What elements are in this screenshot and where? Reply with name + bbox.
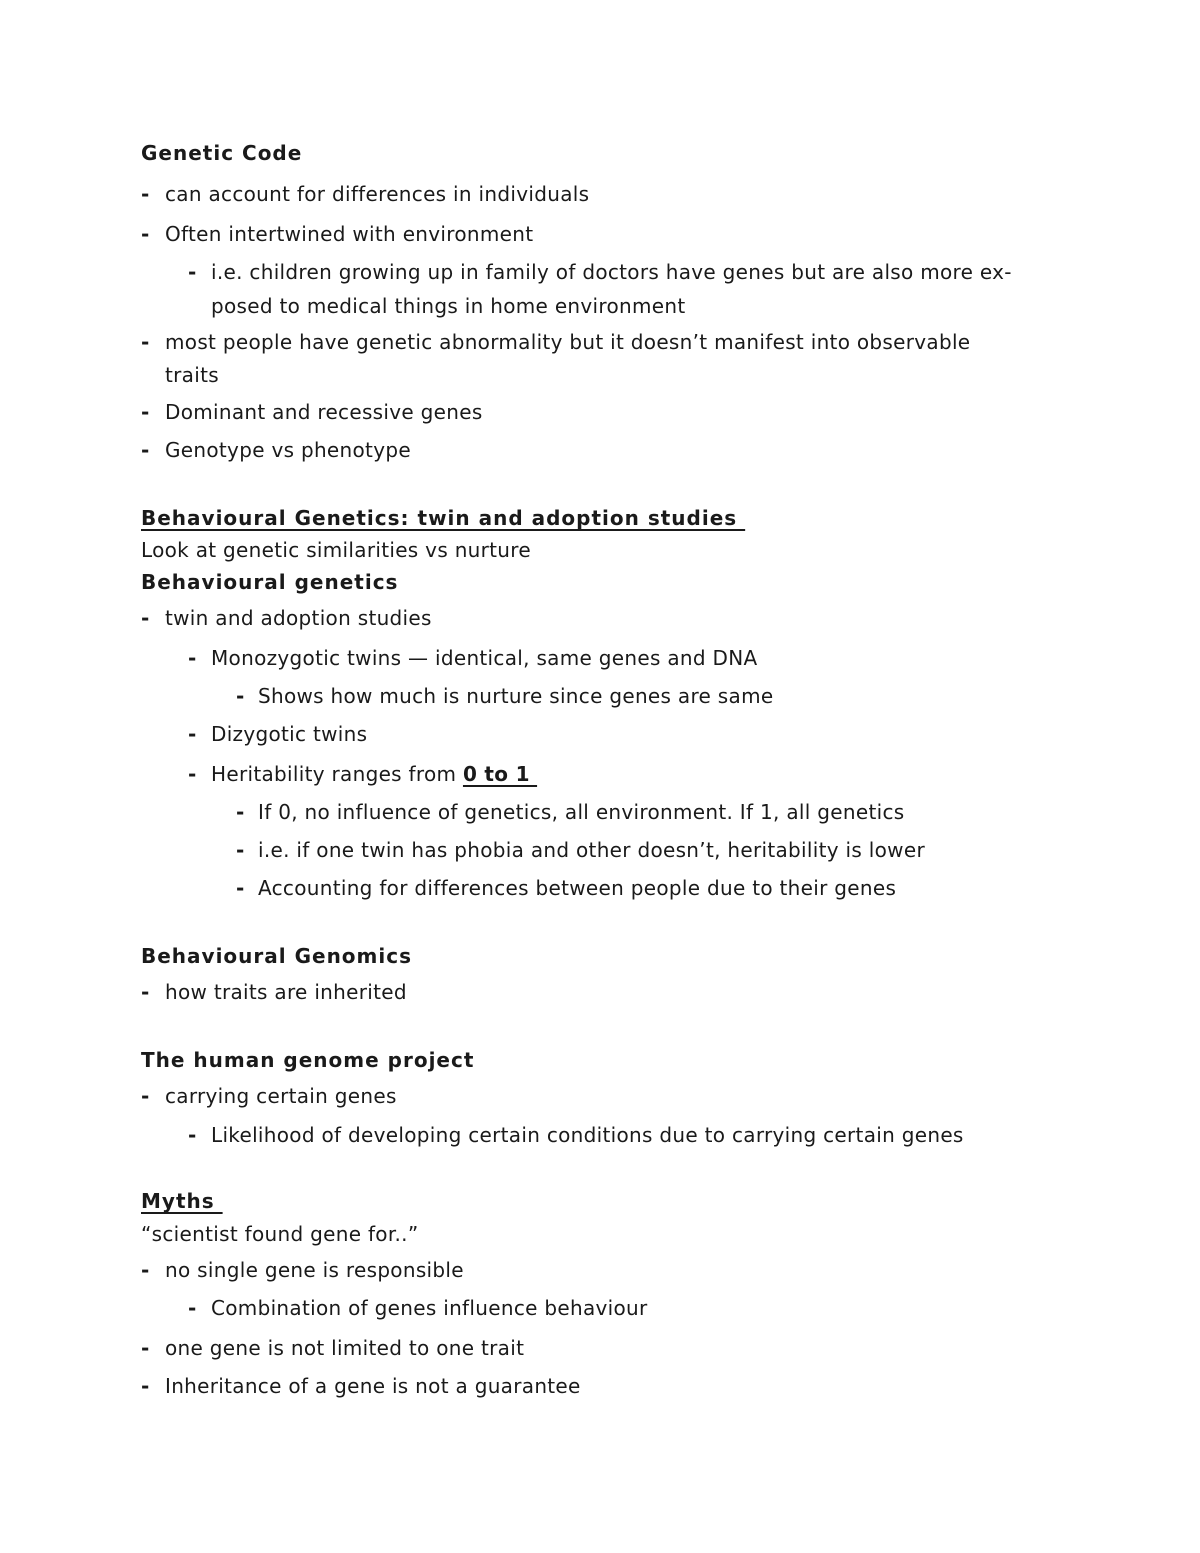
list-item: Monozygotic twins — identical, same genes and DNA [211,646,758,670]
bullet-dash: - [236,838,245,862]
list-item: twin and adoption studies [165,606,432,630]
heritability-range: 0 to 1 [462,762,538,786]
section-heading-twin-studies: Behavioural Genetics: twin and adoption studies [141,506,746,530]
bullet-dash: - [236,876,245,900]
list-item: Often intertwined with environment [165,222,534,246]
bullet-dash: - [141,1336,150,1360]
section-heading-myths: Myths [141,1189,223,1213]
bullet-dash: - [141,222,150,246]
section-intro: Look at genetic similarities vs nurture [141,538,531,562]
list-item: no single gene is responsible [165,1258,464,1282]
bullet-dash: - [236,684,245,708]
bullet-dash: - [141,980,150,1004]
list-item: can account for differences in individuals [165,182,590,206]
bullet-dash: - [188,1123,197,1147]
list-item: i.e. if one twin has phobia and other doesn’t, heritability is lower [258,838,925,862]
bullet-dash: - [188,646,197,670]
list-item: how traits are inherited [165,980,407,1004]
heritability-label: Heritability ranges from [211,762,463,786]
list-item-continuation: posed to medical things in home environment [211,294,686,318]
list-item: Dominant and recessive genes [165,400,483,424]
list-item: Genotype vs phenotype [165,438,411,462]
list-item: Dizygotic twins [211,722,368,746]
list-item: Shows how much is nurture since genes are same [258,684,774,708]
bullet-dash: - [188,722,197,746]
bullet-dash: - [188,762,197,786]
bullet-dash: - [141,606,150,630]
list-item: Likelihood of developing certain conditions due to carrying certain genes [211,1123,964,1147]
section-heading-genome-project: The human genome project [141,1048,475,1072]
bullet-dash: - [141,182,150,206]
bullet-dash: - [141,1084,150,1108]
list-item: Inheritance of a gene is not a guarantee [165,1374,581,1398]
section-heading-genomics: Behavioural Genomics [141,944,413,968]
list-item: Accounting for differences between people due to their genes [258,876,897,900]
bullet-dash: - [236,800,245,824]
bullet-dash: - [141,1258,150,1282]
list-item [211,761,537,787]
bullet-dash: - [188,260,197,284]
bullet-dash: - [141,438,150,462]
bullet-dash: - [141,330,150,354]
list-item: i.e. children growing up in family of doctors have genes but are also more ex- [211,260,1012,284]
bullet-dash: - [141,1374,150,1398]
section-subheading: Behavioural genetics [141,570,399,594]
section-heading-genetic-code: Genetic Code [141,141,303,165]
list-item: most people have genetic abnormality but it doesn’t manifest into observable [165,330,971,354]
list-item: carrying certain genes [165,1084,397,1108]
list-item: one gene is not limited to one trait [165,1336,525,1360]
section-intro: “scientist found gene for..” [141,1222,419,1246]
list-item-continuation: traits [165,363,219,387]
bullet-dash: - [141,400,150,424]
list-item: If 0, no influence of genetics, all environment. If 1, all genetics [258,800,905,824]
list-item: Combination of genes influence behaviour [211,1296,648,1320]
bullet-dash: - [188,1296,197,1320]
